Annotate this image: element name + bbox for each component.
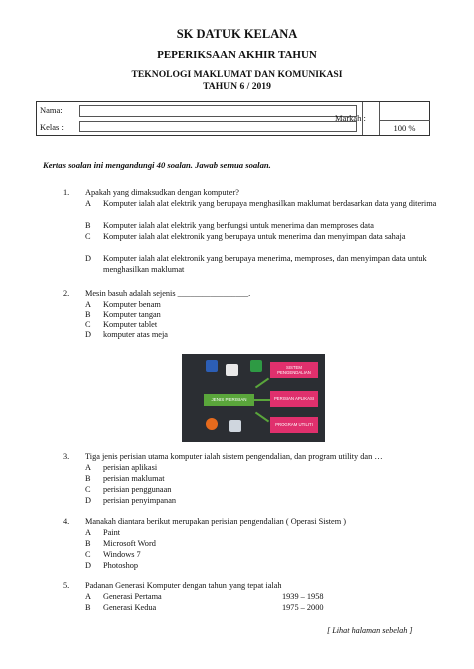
option-letter: A [85, 528, 91, 537]
option-letter: C [85, 232, 91, 241]
exam-title: PEPERIKSAAN AKHIR TAHUN [157, 49, 317, 61]
question-text: Padanan Generasi Komputer dengan tahun yang tepat ialah [85, 581, 282, 590]
question-text: Manakah diantara berikut merupakan perisian pengendalian ( Operasi Sistem ) [85, 517, 347, 526]
question-2 [63, 288, 443, 343]
footer-note: [ Lihat halaman sebelah ] [327, 626, 413, 635]
option-letter: C [85, 320, 91, 329]
option-letter: C [85, 485, 91, 494]
question-number: 3. [63, 452, 70, 461]
option-letter: D [85, 254, 91, 263]
diagram-box-utility: PROGRAM UTILITI [270, 417, 318, 433]
option-text: Photoshop [103, 561, 139, 570]
question-5 [63, 580, 443, 615]
question-4 [63, 516, 443, 571]
option-text: perisian penyimpanan [103, 496, 177, 505]
question-number: 1. [63, 188, 70, 197]
option-letter: D [85, 561, 91, 570]
option-text: Paint [103, 528, 121, 537]
option-letter: A [85, 199, 91, 208]
option-text: perisian maklumat [103, 474, 165, 483]
option-letter: B [85, 221, 91, 230]
question-number: 5. [63, 581, 70, 590]
student-info-table [36, 101, 430, 136]
question-3 [63, 451, 443, 506]
option-letter: B [85, 474, 91, 483]
option-letter: C [85, 550, 91, 559]
diagram-arrow [255, 412, 269, 423]
question-number: 4. [63, 517, 70, 526]
option-letter: A [85, 463, 91, 472]
question-text: Tiga jenis perisian utama komputer ialah sistem pengendalian, dan program utility dan … [85, 452, 383, 461]
option-text: perisian aplikasi [103, 463, 158, 472]
option-years: 1975 – 2000 [282, 603, 324, 612]
paint-icon [226, 364, 238, 376]
diagram-box-os: SISTEM PENGENDALIAN [270, 362, 318, 378]
question-text: Apakah yang dimaksudkan dengan komputer? [85, 188, 239, 197]
subject-title: TEKNOLOGI MAKLUMAT DAN KOMUNIKASI [131, 69, 343, 80]
option-letter: B [85, 603, 91, 612]
question-number: 2. [63, 289, 70, 298]
divider [379, 120, 430, 121]
diagram-center-label: JENIS PERISIAN [204, 394, 254, 406]
option-text: Generasi Kedua [103, 603, 157, 612]
marks-total: 100 % [393, 123, 416, 133]
option-text: Microsoft Word [103, 539, 156, 548]
question-text: Mesin basuh adalah sejenis _________________. [85, 289, 251, 298]
option-text: Komputer benam [103, 300, 161, 309]
option-text: Windows 7 [103, 550, 141, 559]
diagram-box-app: PERISIAN APLIKASI [270, 391, 318, 407]
option-text: perisian penggunaan [103, 485, 172, 494]
option-years: 1939 – 1958 [282, 592, 324, 601]
question-1 [63, 187, 443, 277]
option-text: Komputer tablet [103, 320, 158, 329]
option-text: Komputer ialah alat elektrik yang berupaya menghasilkan maklumat berdasarkan data yang diterima [103, 199, 437, 208]
option-text: Komputer ialah alat elektrik yang berfungsi untuk menerima dan memproses data [103, 221, 374, 230]
class-label: Kelas : [40, 122, 64, 132]
year-title: TAHUN 6 / 2019 [203, 81, 271, 92]
instruction-text: Kertas soalan ini mengandungi 40 soalan. Jawab semua soalan. [43, 160, 271, 170]
excel-icon [250, 360, 262, 372]
option-letter: D [85, 496, 91, 505]
school-name: SK DATUK KELANA [176, 27, 298, 41]
marks-label: Markah : [335, 113, 366, 123]
option-letter: B [85, 539, 91, 548]
option-text: Komputer ialah alat elektronik yang berupaya menerima, memproses, dan menyimpan data untuk menghasilkan maklumat [103, 254, 427, 274]
option-text: komputer atas meja [103, 330, 168, 339]
option-letter: A [85, 300, 91, 309]
name-field[interactable] [79, 105, 357, 117]
class-field[interactable] [79, 121, 357, 132]
firefox-icon [206, 418, 218, 430]
diagram-arrow [254, 399, 270, 401]
tool-icon [229, 420, 241, 432]
option-letter: A [85, 592, 91, 601]
option-text: Generasi Pertama [103, 592, 162, 601]
option-letter: D [85, 330, 91, 339]
software-types-diagram [182, 354, 325, 442]
word-icon [206, 360, 218, 372]
option-letter: B [85, 310, 91, 319]
option-text: Komputer ialah alat elektronik yang berupaya untuk menerima dan menyimpan data sahaja [103, 232, 406, 241]
diagram-arrow [255, 378, 269, 389]
option-text: Komputer tangan [103, 310, 161, 319]
name-label: Nama: [40, 105, 63, 115]
